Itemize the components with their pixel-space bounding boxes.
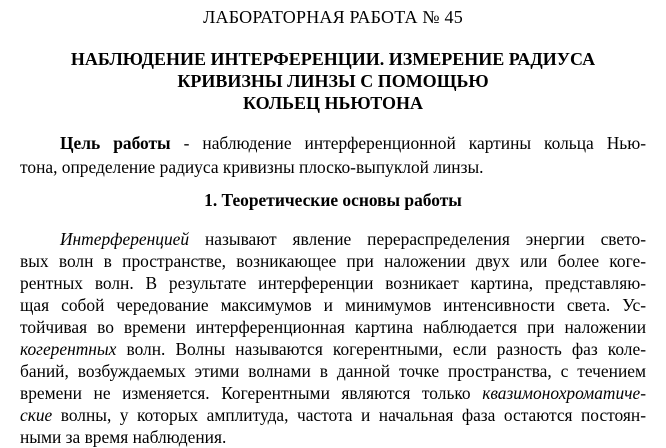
section-heading: 1. Теоретические основы работы — [204, 190, 462, 210]
term-interference: Интерференцией — [60, 229, 190, 249]
lab-title-line-1: НАБЛЮДЕНИЕ ИНТЕРФЕРЕНЦИИ. ИЗМЕРЕНИЕ РАДИУСА — [70, 49, 596, 69]
theory-line-7: баний, возбуждаемых этими волнами в данной точке пространства, с течением — [20, 361, 646, 381]
theory-paragraph — [20, 228, 646, 448]
theory-line-4: щая собой чередование максимумов и минимумов интенсивности света. Ус- — [20, 295, 646, 315]
theory-line-9 — [20, 404, 646, 426]
theory-text-8: времени не изменяется. Когерентными являются только — [20, 383, 483, 403]
lab-title-line-3: КОЛЬЕЦ НЬЮТОНА — [242, 93, 424, 113]
theory-text-1: называют явление перераспределения энергии свето- — [189, 229, 646, 249]
goal-text-1: - наблюдение интерференционной картины кольца Нью- — [170, 133, 646, 153]
term-quasimonochromatic-part1: квазимонохроматиче- — [482, 383, 646, 403]
lab-title — [0, 48, 666, 114]
theory-line-6 — [20, 338, 646, 360]
theory-line-10: ными за время наблюдения. — [20, 427, 227, 447]
theory-text-9: волны, у которых амплитуда, частота и начальная фаза остаются постоян- — [52, 405, 646, 425]
theory-line-8 — [20, 382, 646, 404]
theory-text-6: волн. Волны называются когерентными, если разность фаз коле- — [116, 339, 646, 359]
lab-number-heading: ЛАБОРАТОРНАЯ РАБОТА № 45 — [203, 7, 463, 27]
theory-line-1 — [20, 228, 646, 250]
term-quasimonochromatic-part2: ские — [20, 405, 53, 425]
goal-paragraph — [20, 131, 646, 179]
theory-line-5: тойчивая во времени интерференционная картина наблюдается при наложении — [20, 317, 646, 337]
goal-label: Цель работы — [60, 133, 171, 153]
goal-line-1 — [20, 131, 646, 155]
theory-line-2: вых волн в пространстве, возникающее при наложении двух или более коге- — [20, 251, 646, 271]
term-coherent: когерентных — [20, 339, 117, 359]
theory-line-3: рентных волн. В результате интерференции возникает картина, представляю- — [20, 273, 646, 293]
lab-title-line-2: КРИВИЗНЫ ЛИНЗЫ С ПОМОЩЬЮ — [177, 71, 489, 91]
goal-line-2: тона, определение радиуса кривизны плоско-выпуклой линзы. — [20, 157, 484, 177]
